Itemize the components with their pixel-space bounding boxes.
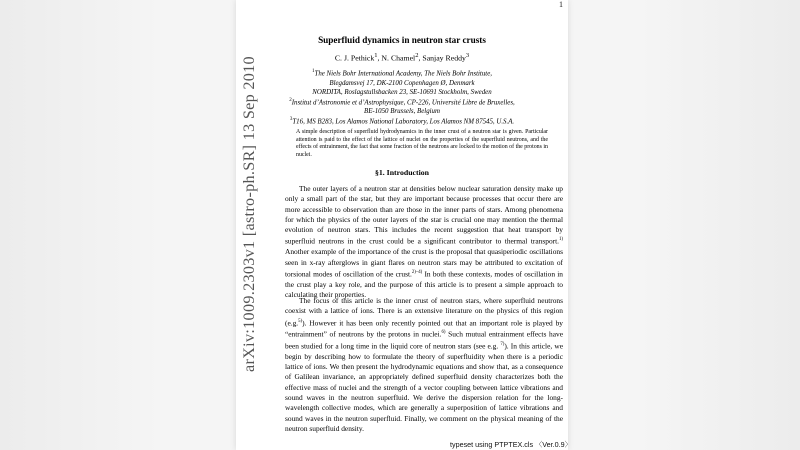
- arxiv-identifier-stamp: arXiv:1009.2303v1 [astro-ph.SR] 13 Sep 2010: [240, 56, 258, 372]
- affiliation-line: Blegdamsvej 17, DK-2100 Copenhagen Ø, Denmark: [329, 79, 475, 87]
- affiliation-line: Institut d’Astronomie et d’Astrophysique, CP-226, Université Libre de Bruxelles,: [291, 98, 515, 106]
- paper-title: Superfluid dynamics in neutron star crusts: [318, 35, 486, 45]
- citation-mark: 7): [500, 342, 505, 348]
- affiliation-mark: 2: [289, 97, 292, 103]
- affiliation-1: [236, 67, 568, 98]
- section-heading: §1. Introduction: [374, 168, 429, 177]
- author-list: C. J. Pethick$^1$, N. Chamel$^2$, Sanjay Reddy$^3$: [334, 52, 470, 63]
- citation-mark: 5): [298, 318, 303, 324]
- text-run: The focus of this article is the inner crust of neutron stars, where superfluid neutrons coexist with a lattice of ions. There is an extensive literature on the physics of this region (e.g.: [285, 296, 563, 328]
- paragraph-2: [285, 296, 563, 434]
- author-name: Sanjay Reddy: [422, 53, 466, 63]
- page-number: 1: [559, 0, 563, 9]
- affiliation-line: NORDITA, Roslagstullsbacken 23, SE-10691 Stockholm, Sweden: [312, 89, 492, 97]
- affiliation-3: [236, 115, 568, 127]
- text-run: Another example of the importance of the crust is the proposal that quasiperiodic oscillations seen in x-ray afterglows in giant flares on neutron stars may be attributed to excitation of torsional modes of oscillation of the crust.: [285, 247, 563, 279]
- citation-mark: 1): [559, 237, 563, 243]
- affiliation-mark: 1: [312, 69, 315, 74]
- author-affiliation-mark: 2: [415, 52, 419, 59]
- text-run: In both these contexts, modes of oscillation in the crust play a key role, and the purpose of this article is to present a simple approach to calculating their properties.: [285, 269, 563, 299]
- affiliation-line: BE-1050 Brussels, Belgium: [364, 108, 440, 116]
- text-run: The outer layers of a neutron star at densities below nuclear saturation density make up only a small part of the star, but they are important because processes that occur there are more accessible to observation than are those in the inner parts of stars. Among phenomena for which the physics of the outer layers of the star is crucial one may mention the thermal evolution of neutron stars. This includes the recent suggestion that heat transport by superfluid neutrons in the crust could be a significant contributor to thermal transport.: [285, 184, 563, 246]
- abstract: A simple description of superfluid hydrodynamics in the inner crust of a neutron star is given. Particular attention is paid to the effect of the lattice of nuclei on the properties of the superfluid neutrons, and the effects of entrainment, the fact that some fraction of the neutrons are locked to the motion of the protons in nuclei.: [296, 129, 548, 158]
- paragraph-1: [285, 184, 563, 300]
- author-affiliation-mark: 1: [374, 52, 378, 59]
- text-run: ). In this article, we begin by describing how to formulate the theory of superfluidity when there is a periodic lattice of ions. We then present the hydrodynamic equations and show that, as a consequence of Galilean invariance, an appropriately defined superfluid density characterizes both the effective mass of nuclei and the strength of a vector coupling between lattice vibrations and sound waves in the neutron superfluid. We derive the dispersion relation for the long-wavelength collective modes, which are generally a superposition of lattice vibrations and sound waves in the neutron superfluid. Finally, we comment on the physical meaning of the neutron superfluid density.: [285, 341, 564, 433]
- text-run: ). However it has been only recently pointed out that an important role is played by “entrainment” of neutrons by the protons in nuclei.: [285, 318, 563, 339]
- author-name: C. J. Pethick: [334, 53, 375, 63]
- affiliation-line: T16, MS B283, Los Alamos National Laboratory, Los Alamos NM 87545, U.S.A.: [292, 117, 515, 125]
- author-affiliation-mark: 3: [465, 52, 470, 59]
- author-name: N. Chamel: [381, 53, 416, 63]
- affiliation-line: The Niels Bohr International Academy, The Niels Bohr Institute,: [314, 70, 492, 78]
- affiliation-mark: 3: [289, 116, 293, 122]
- citation-mark: 2)–4): [411, 269, 423, 275]
- citation-mark: 6): [441, 330, 446, 336]
- typeset-footer: typeset using PTPTEX.cls 〈Ver.0.9〉: [450, 440, 572, 449]
- text-run: Such mutual entrainment effects have been studied for a long time in the liquid core of neutron stars (see e.g.: [285, 329, 563, 351]
